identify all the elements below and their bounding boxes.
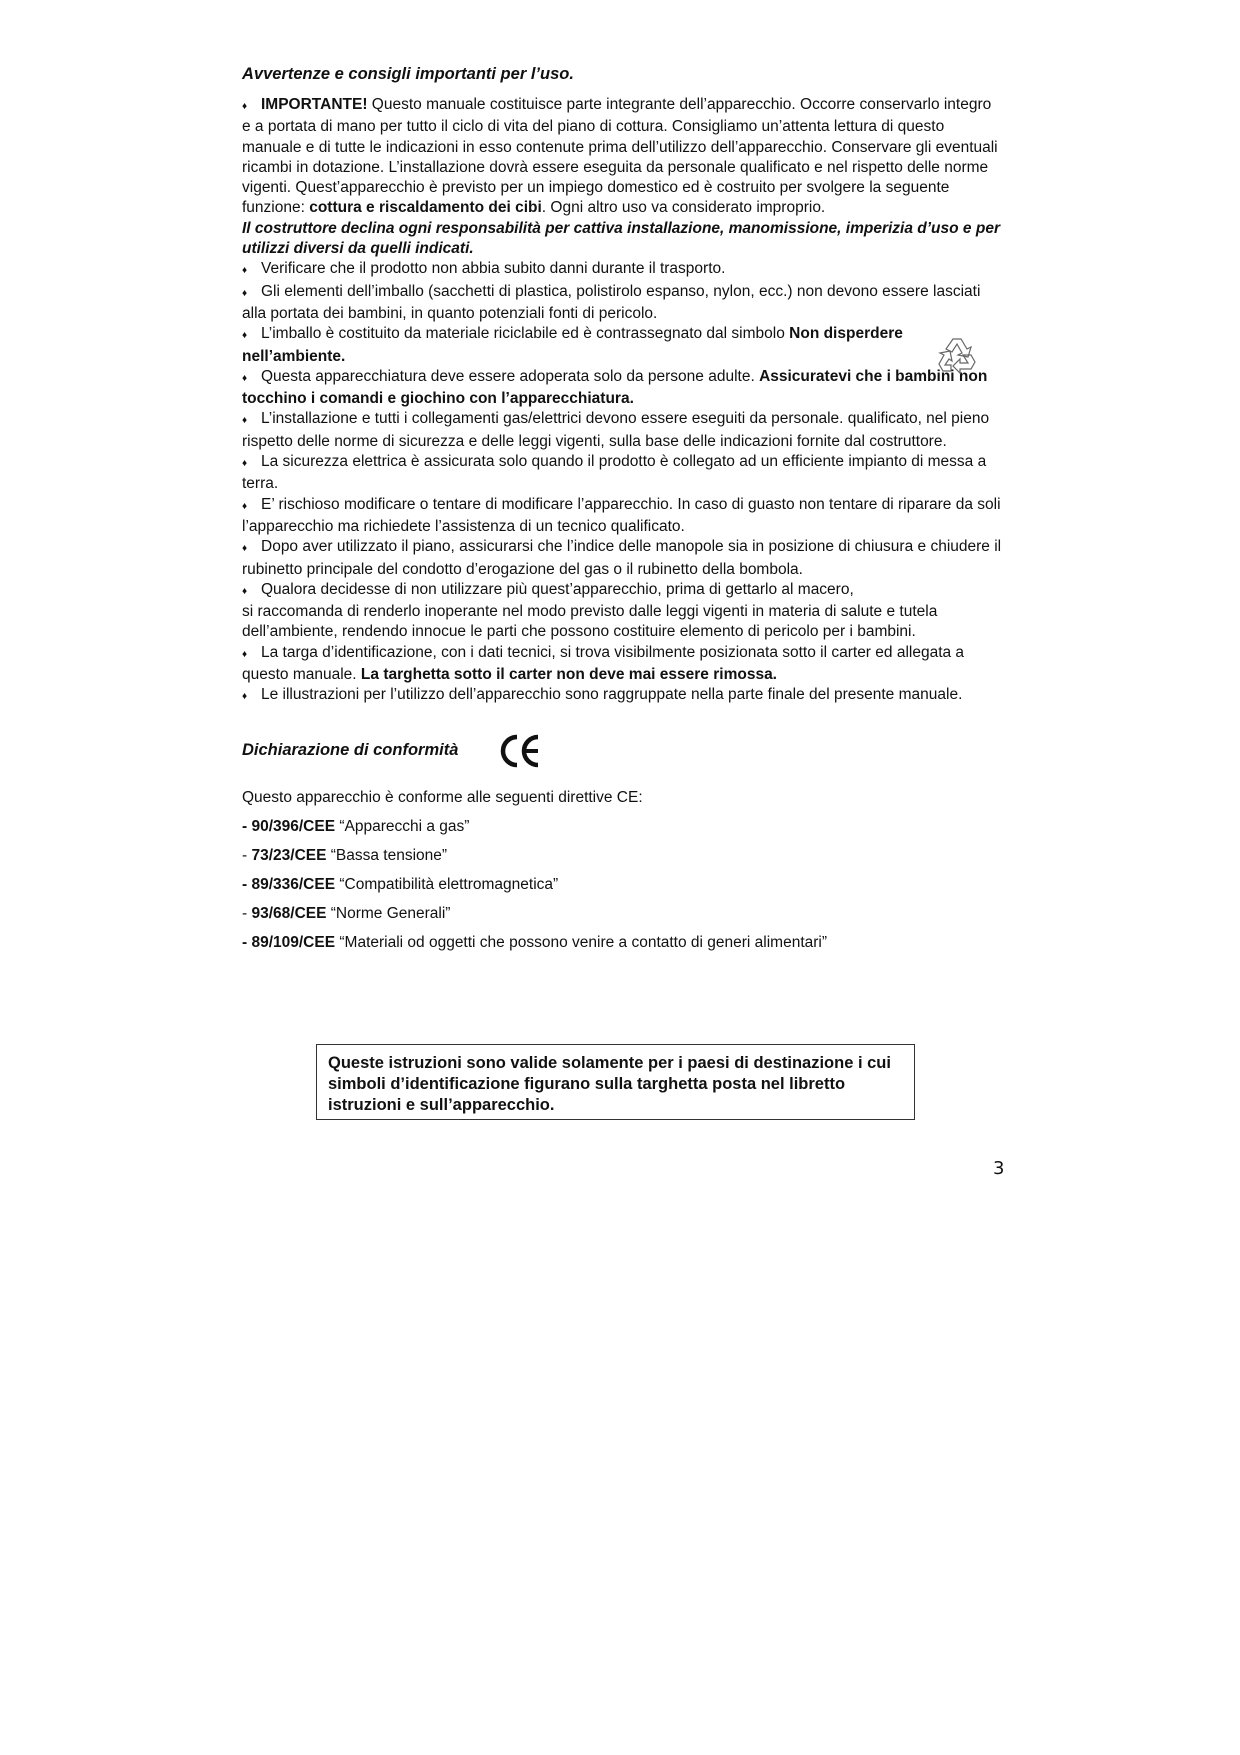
directive-code: 93/68/CEE <box>251 904 327 922</box>
directive-item <box>242 817 1002 837</box>
bullet-icon: ♦ <box>242 372 248 384</box>
directive-desc: “Bassa tensione” <box>326 846 448 864</box>
directive-prefix: - <box>242 846 252 864</box>
directive-item <box>242 933 1002 953</box>
function-bold: cottura e riscaldamento dei cibi <box>309 199 542 217</box>
bullet-recyclable-text: L’imballo è costituito da materiale riciclabile ed è contrassegnato dal simbolo <box>261 325 790 343</box>
bullet-plate-bold: La targhetta sotto il carter non deve mai essere rimossa. <box>360 666 777 684</box>
directive-desc: “Norme Generali” <box>326 904 451 922</box>
bullet-electric-text: La sicurezza elettrica è assicurata solo quando il prodotto è collegato ad un efficiente impianto di messa a terra. <box>242 453 987 493</box>
directive-prefix: - <box>242 933 252 951</box>
disclaimer: Il costruttore declina ogni responsabilità per cattiva installazione, manomissione, imperizia d’uso e per utilizzi diversi da quelli indicati. <box>242 219 1000 258</box>
directive-prefix: - <box>242 875 252 893</box>
validity-notice-box: Queste istruzioni sono valide solamente per i paesi di destinazione i cui simboli d’identificazione figurano sulla targhetta posta nel libretto istruzioni e sull’apparecchio. <box>316 1044 915 1120</box>
bullet-illustrations-text: Le illustrazioni per l’utilizzo dell’apparecchio sono raggruppate nella parte finale del presente manuale. <box>261 686 963 704</box>
page-number: 3 <box>993 1158 1005 1179</box>
bullet-after-use-text: Dopo aver utilizzato il piano, assicurarsi che l’indice delle manopole sia in posizione di chiusura e chiudere il rubinetto principale del condotto d’erogazione del gas o il rubinetto della bombola. <box>242 538 1002 578</box>
bullet-icon: ♦ <box>242 101 248 112</box>
bullet-electric <box>242 452 1002 495</box>
bullet-packaging <box>242 282 1002 325</box>
main-content <box>242 63 1002 953</box>
intro-text-2: . Ogni altro uso va considerato improprio. <box>541 199 826 217</box>
directive-code: 89/109/CEE <box>251 933 336 951</box>
bullet-modify-text: E’ rischioso modificare o tentare di modificare l’apparecchio. In caso di guasto non tentare di riparare da soli l’apparecchio ma richiedete l’assistenza di un tecnico qualificato. <box>242 495 1001 535</box>
bullet-transport-text: Verificare che il prodotto non abbia subito danni durante il trasporto. <box>261 260 726 278</box>
ce-mark-icon <box>498 732 542 770</box>
directive-desc: “Materiali od oggetti che possono venire a contatto di generi alimentari” <box>335 933 828 951</box>
directive-desc: “Apparecchi a gas” <box>335 817 470 835</box>
directive-prefix: - <box>242 817 252 835</box>
directive-prefix: - <box>242 904 252 922</box>
bullet-icon: ♦ <box>242 500 248 512</box>
bullet-packaging-text: Gli elementi dell’imballo (sacchetti di plastica, polistirolo espanso, nylon, ecc.) non devono essere lasciati alla portata dei bambini, in quanto potenziali fonti di pericolo. <box>242 282 981 322</box>
section-heading: Avvertenze e consigli importanti per l’uso. <box>242 65 574 83</box>
bullet-plate <box>242 643 1002 686</box>
directive-code: 90/396/CEE <box>251 817 336 835</box>
conformity-intro: Questo apparecchio è conforme alle seguenti direttive CE: <box>242 788 643 806</box>
bullet-recyclable <box>242 324 1002 367</box>
bullet-installation <box>242 409 1002 452</box>
directive-item <box>242 904 1002 924</box>
recycle-icon <box>933 331 981 379</box>
bullet-icon: ♦ <box>242 415 248 427</box>
intro-paragraph <box>242 95 1002 219</box>
bullet-modify <box>242 495 1002 538</box>
bullet-icon: ♦ <box>242 648 248 660</box>
conformity-title: Dichiarazione di conformità <box>242 740 459 759</box>
bullet-adults-bold: Assicuratevi che i bambini non tocchino i comandi e giochino con l’apparecchiatura. <box>242 367 988 408</box>
directive-list <box>242 817 1002 953</box>
bullet-recyclable-bold: Non disperdere nell’ambiente. <box>242 325 903 365</box>
bullet-installation-text: L’installazione e tutti i collegamenti gas/elettrici devono essere eseguiti da personale. qualificato, nel pieno rispetto delle norme di sicurezza e delle leggi vigenti, sulla base delle indicazioni fornite dal costruttore. <box>242 410 990 450</box>
important-label: IMPORTANTE! <box>261 96 368 113</box>
directive-item <box>242 875 1002 895</box>
conformity-title-row <box>242 730 1002 770</box>
bullet-plate-text: La targa d’identificazione, con i dati tecnici, si trova visibilmente posizionata sotto il carter ed allegata a questo manuale. <box>242 643 965 684</box>
bullet-after-use <box>242 537 1002 580</box>
bullet-adults <box>242 367 1002 410</box>
bullet-transport <box>242 259 1002 281</box>
bullet-icon: ♦ <box>242 691 248 703</box>
bullet-icon: ♦ <box>242 287 248 299</box>
bullet-icon: ♦ <box>242 330 248 342</box>
bullet-adults-text: Questa apparecchiatura deve essere adoperata solo da persone adulte. <box>261 367 760 385</box>
directive-code: 73/23/CEE <box>251 846 327 864</box>
bullet-disposal-text-1: Qualora decidesse di non utilizzare più quest’apparecchio, prima di gettarlo al macero, <box>261 580 854 598</box>
bullet-disposal-text-2: si raccomanda di renderlo inoperante nel modo previsto dalle leggi vigenti in materia di salute e tutela dell’ambiente, rendendo innocue le parti che possono costituire elemento di pericolo per i bambini. <box>242 603 938 641</box>
directive-desc: “Compatibilità elettromagnetica” <box>335 875 559 893</box>
bullet-illustrations <box>242 685 1002 707</box>
bullet-icon: ♦ <box>242 585 248 597</box>
directive-item <box>242 846 1002 866</box>
bullet-disposal <box>242 580 1002 643</box>
directive-code: 89/336/CEE <box>251 875 336 893</box>
bullet-icon: ♦ <box>242 543 248 555</box>
bullet-icon: ♦ <box>242 265 248 277</box>
bullet-icon: ♦ <box>242 458 248 470</box>
intro-text-1: Questo manuale costituisce parte integrante dell’apparecchio. Occorre conservarlo integro e a portata di mano per tutto il ciclo di vita del piano di cottura. Consigliamo un’attenta lettura di questo manuale e di tutte le indicazioni in esso contenute prima dell’utilizzo dell’apparecchio. Conservare gli eventuali ricambi in dotazione. L’installazione dovrà essere eseguita da personale qualificato e nel rispetto delle norme vigenti. Quest’apparecchio è previsto per un impiego domestico ed è costruito per svolgere la seguente funzione: <box>242 96 998 217</box>
